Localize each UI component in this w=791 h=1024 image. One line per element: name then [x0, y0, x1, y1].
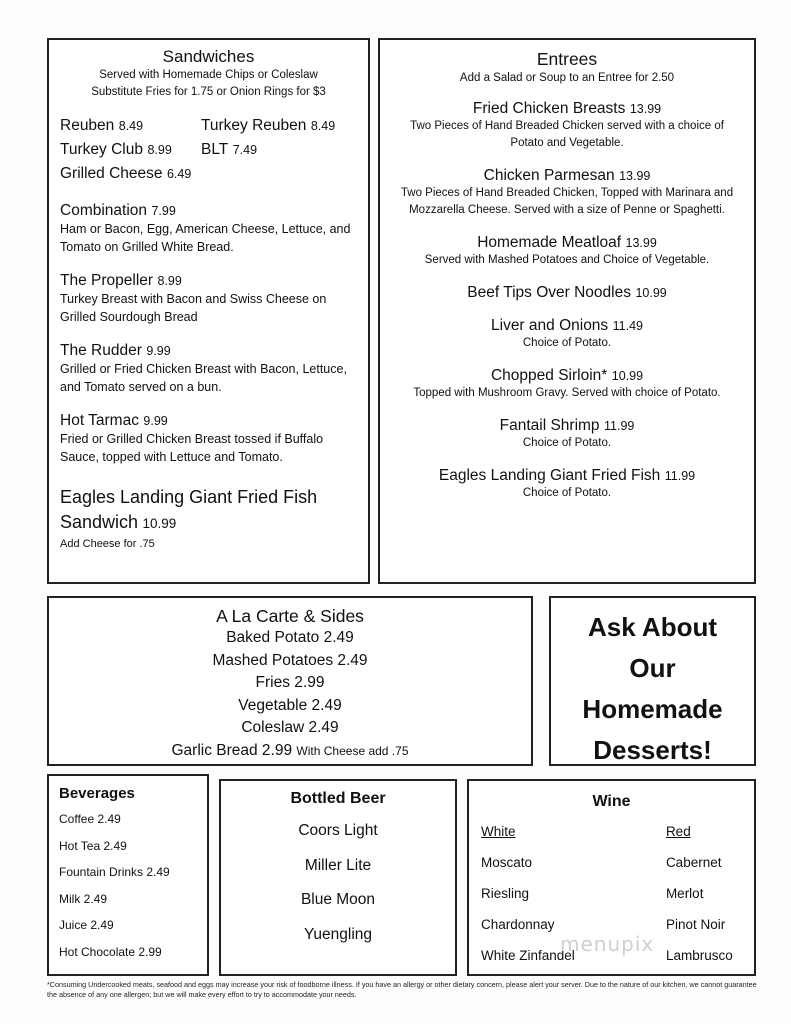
- beverage-item: Coffee 2.49: [59, 812, 121, 826]
- side-item: Coleslaw 2.49: [241, 719, 339, 736]
- item-price: 7.99: [151, 204, 176, 218]
- side-item: Vegetable 2.49: [238, 696, 342, 714]
- item-name: Turkey Club: [60, 141, 143, 158]
- wine-item: White Zinfandel: [481, 948, 575, 963]
- item-price: 13.99: [629, 102, 662, 116]
- alacarte-sides-section: [47, 596, 533, 766]
- menu-item: [60, 202, 360, 256]
- entrees-title: Entrees: [536, 49, 598, 69]
- item-price: 9.99: [143, 414, 168, 428]
- item-description: Ham or Bacon, Egg, American Cheese, Lettuce, and Tomato on Grilled White Bread.: [60, 222, 351, 254]
- item-price: 8.99: [147, 143, 172, 157]
- item-price: 11.99: [664, 469, 696, 483]
- sandwiches-subtitle: Served with Homemade Chips or Coleslaw: [99, 69, 318, 81]
- item-name: Eagles Landing Giant Fried Fish: [60, 487, 318, 507]
- sandwiches-section: [47, 38, 370, 584]
- beverages-title: Beverages: [59, 785, 135, 802]
- item-name-continued: Sandwich: [60, 512, 139, 532]
- entrees-section: [378, 38, 756, 584]
- desserts-line: Homemade: [582, 694, 723, 724]
- desserts-callout: [549, 596, 756, 766]
- menu-item-row: [60, 114, 360, 138]
- menu-item: [380, 284, 754, 302]
- side-item-label: Garlic Bread 2.99: [171, 741, 293, 759]
- item-price: 8.49: [118, 119, 144, 133]
- desserts-line: Ask About: [587, 612, 718, 642]
- wine-item: Merlot: [665, 886, 704, 901]
- menu-item: [60, 162, 360, 186]
- menu-item-fish-sandwich: [60, 484, 360, 553]
- item-name: Liver and Onions: [491, 317, 609, 334]
- menu-item: [60, 412, 360, 466]
- white-wine-header: White: [481, 824, 516, 839]
- side-item-addon: With Cheese add .75: [296, 743, 409, 758]
- side-item-garlic-bread: [49, 740, 531, 763]
- item-description: Turkey Breast with Bacon and Swiss Cheese on Grilled Sourdough Bread: [60, 292, 327, 324]
- menupix-watermark: menupix: [560, 932, 655, 956]
- menu-item: [380, 317, 754, 352]
- item-name: Eagles Landing Giant Fried Fish: [438, 467, 661, 484]
- sandwiches-substitute-note: Substitute Fries for 1.75 or Onion Rings for $3: [91, 86, 326, 98]
- item-name: BLT: [201, 141, 229, 158]
- wine-item: Chardonnay: [481, 917, 555, 932]
- item-name: Turkey Reuben: [201, 117, 307, 134]
- sandwiches-title: Sandwiches: [162, 47, 255, 66]
- item-description: Grilled or Fried Chicken Breast with Bacon, Lettuce, and Tomato served on a bun.: [60, 362, 347, 394]
- menu-item: [380, 100, 754, 152]
- item-price: 6.49: [166, 167, 192, 181]
- side-item: Mashed Potatoes 2.49: [212, 651, 368, 669]
- menu-item: [380, 417, 754, 452]
- beverage-item: Hot Chocolate 2.99: [59, 944, 162, 959]
- item-name: Combination: [60, 202, 148, 219]
- item-price: 11.49: [612, 319, 643, 333]
- menu-item: [380, 234, 754, 269]
- item-description: Choice of Potato.: [522, 437, 612, 449]
- item-description: Served with Mashed Potatoes and Choice of Vegetable.: [424, 254, 710, 266]
- beverage-item: Milk 2.49: [59, 891, 108, 906]
- item-price: 10.99: [611, 369, 644, 383]
- item-name: Hot Tarmac: [60, 412, 139, 429]
- beer-title: Bottled Beer: [290, 790, 386, 807]
- wine-item: Lambrusco: [665, 948, 733, 963]
- item-name: The Propeller: [60, 272, 154, 289]
- wine-item: Pinot Noir: [665, 917, 726, 932]
- item-name: Chopped Sirloin*: [490, 367, 608, 384]
- item-price: 10.99: [635, 286, 667, 300]
- wine-title: Wine: [592, 793, 631, 810]
- entrees-subtitle: Add a Salad or Soup to an Entree for 2.50: [459, 72, 675, 84]
- beverage-item: Hot Tea 2.49: [59, 838, 127, 853]
- alacarte-title: A La Carte & Sides: [216, 606, 364, 626]
- menu-item: [380, 467, 754, 502]
- beverages-section: [47, 774, 209, 976]
- item-price: 7.49: [232, 143, 258, 157]
- item-price: 9.99: [146, 344, 171, 358]
- item-description: Two Pieces of Hand Breaded Chicken served with a choice of Potato and Vegetable.: [410, 120, 724, 149]
- menu-item: [60, 342, 360, 396]
- beverage-item: Fountain Drinks 2.49: [59, 865, 170, 879]
- item-description: Two Pieces of Hand Breaded Chicken, Topped with Marinara and Mozzarella Cheese. Served with a size of Penne or Spaghetti.: [400, 187, 734, 216]
- beer-item: Coors Light: [298, 822, 378, 839]
- wine-item: Moscato: [481, 855, 533, 870]
- menu-item: [380, 367, 754, 402]
- wine-item: Riesling: [481, 886, 530, 901]
- item-price: 8.49: [310, 119, 336, 133]
- item-price: 11.99: [604, 419, 635, 433]
- item-price: 13.99: [625, 236, 657, 250]
- item-addon-note: Add Cheese for .75: [60, 538, 155, 550]
- item-description: Fried or Grilled Chicken Breast tossed if Buffalo Sauce, topped with Lettuce and Tomato.: [60, 432, 324, 464]
- desserts-line: Desserts!: [593, 735, 712, 765]
- item-name: Fried Chicken Breasts: [472, 100, 626, 117]
- item-name: Beef Tips Over Noodles: [467, 284, 631, 301]
- beer-item: Blue Moon: [300, 891, 376, 908]
- wine-item: Cabernet: [665, 855, 722, 870]
- item-description: Choice of Potato.: [522, 337, 612, 349]
- item-price: 8.99: [157, 274, 182, 288]
- side-item: Fries 2.99: [255, 674, 325, 691]
- menu-item: [60, 272, 360, 326]
- menu-item: [380, 167, 754, 219]
- item-name: Grilled Cheese: [60, 165, 163, 182]
- red-wine-header: Red: [665, 824, 691, 839]
- item-price: 13.99: [619, 169, 651, 183]
- item-name: Fantail Shrimp: [499, 417, 600, 434]
- item-name: Homemade Meatloaf: [477, 234, 622, 251]
- item-description: Choice of Potato.: [522, 487, 612, 499]
- menu-item-row: [60, 138, 360, 162]
- side-item: Baked Potato 2.49: [226, 629, 354, 646]
- item-name: Chicken Parmesan: [483, 167, 615, 184]
- item-description: Topped with Mushroom Gravy. Served with choice of Potato.: [413, 387, 721, 399]
- item-name: The Rudder: [60, 342, 142, 359]
- item-name: Reuben: [60, 117, 115, 134]
- desserts-line: Our: [629, 653, 676, 683]
- food-safety-disclaimer: *Consuming Undercooked meats, seafood and eggs may increase your risk of foodborne illness. If you have an allergy or other dietary concern, please alert your server. Due to the nature of our kitchen, we cannot guarantee the absence of any one allergen; but we will make every effort to try to accommodate your needs.: [47, 980, 757, 999]
- item-price: 10.99: [142, 516, 177, 531]
- beverage-item: Juice 2.49: [59, 918, 114, 932]
- beer-item: Miller Lite: [304, 856, 372, 874]
- bottled-beer-section: [219, 779, 457, 976]
- red-wine-column: [666, 824, 754, 979]
- beer-item: Yuengling: [303, 925, 373, 943]
